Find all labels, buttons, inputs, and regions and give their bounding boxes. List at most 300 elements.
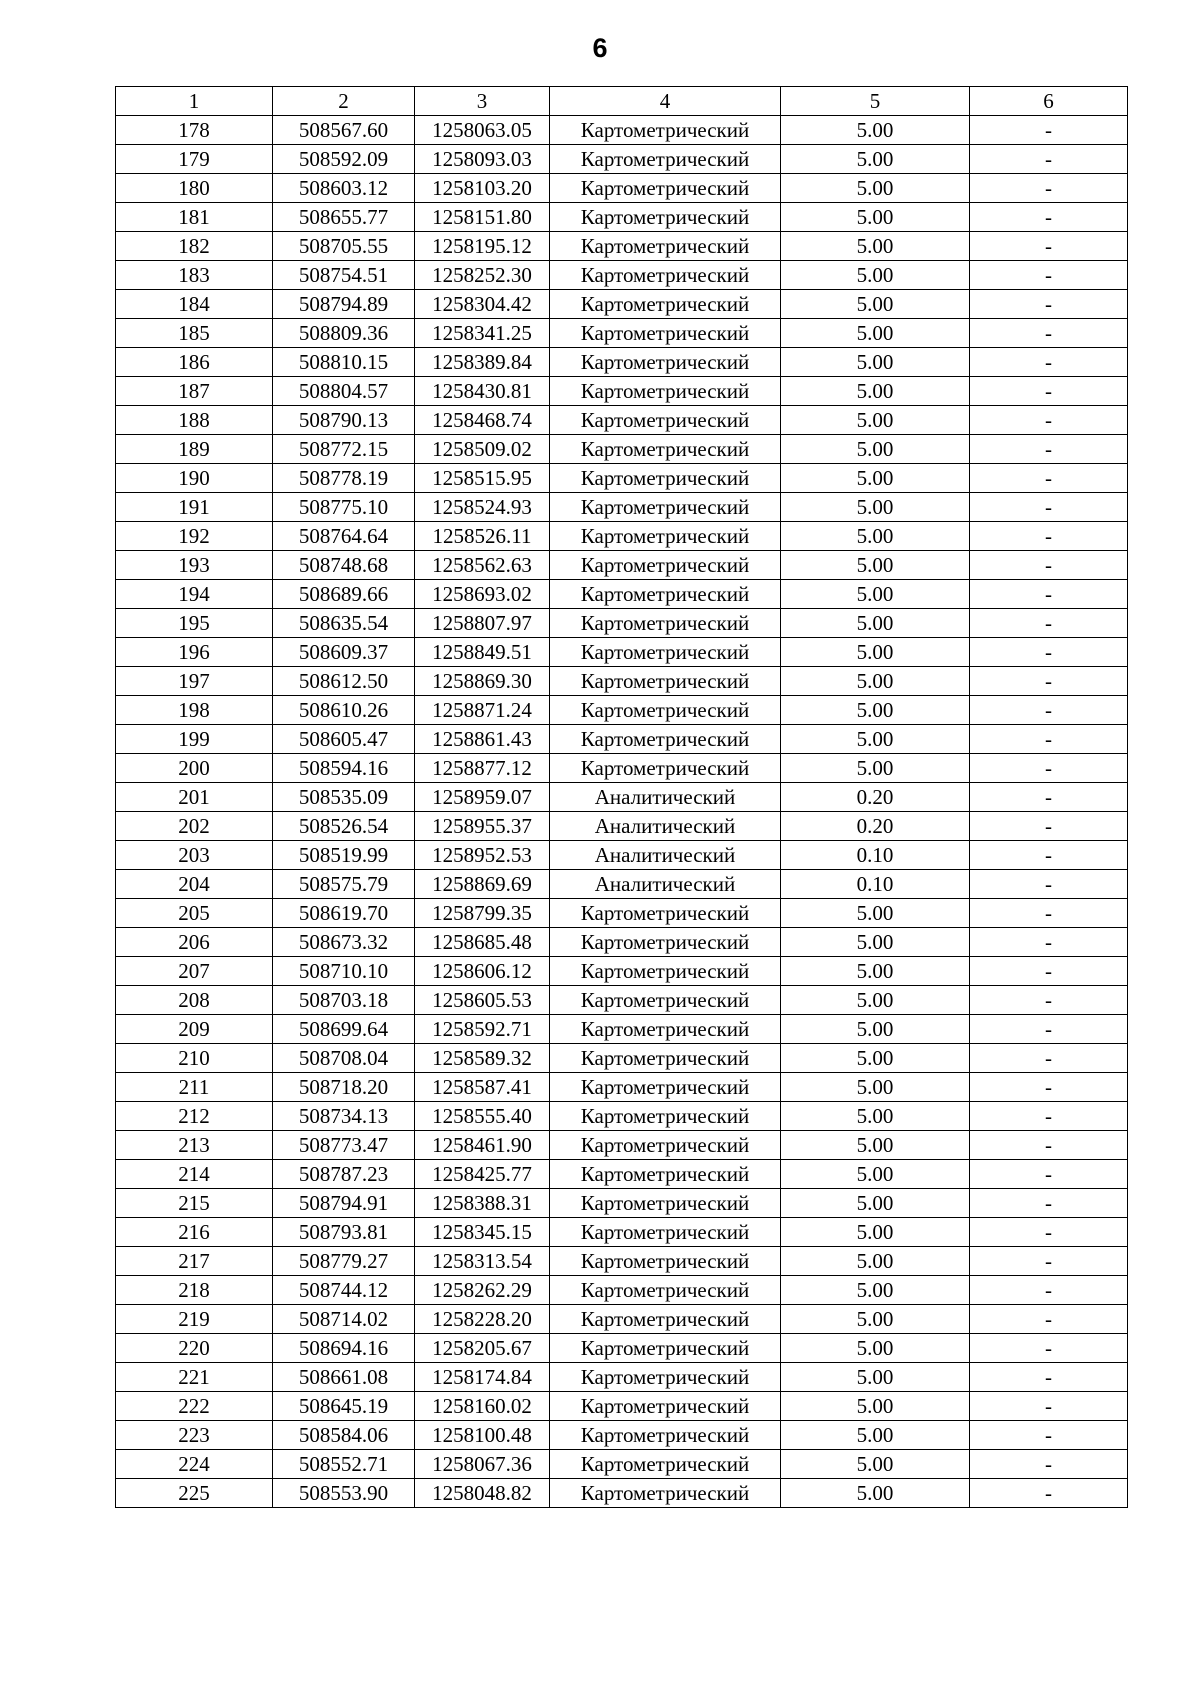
point-number-cell: 200 (116, 754, 273, 783)
point-number-cell: 209 (116, 1015, 273, 1044)
accuracy-cell: 5.00 (781, 1247, 970, 1276)
method-cell: Картометрический (550, 1160, 781, 1189)
table-row (116, 870, 1128, 899)
point-number-cell: 214 (116, 1160, 273, 1189)
accuracy-cell: 5.00 (781, 1044, 970, 1073)
table-row (116, 580, 1128, 609)
description-cell: - (970, 1479, 1128, 1508)
y-coordinate-cell: 1258877.12 (415, 754, 550, 783)
y-coordinate-cell: 1258589.32 (415, 1044, 550, 1073)
y-coordinate-cell: 1258341.25 (415, 319, 550, 348)
description-cell: - (970, 667, 1128, 696)
table-header (116, 87, 1128, 116)
coordinates-table (115, 86, 1128, 1508)
table-row (116, 1073, 1128, 1102)
description-cell: - (970, 1160, 1128, 1189)
table-row (116, 493, 1128, 522)
description-cell: - (970, 783, 1128, 812)
accuracy-cell: 5.00 (781, 667, 970, 696)
y-coordinate-cell: 1258151.80 (415, 203, 550, 232)
accuracy-cell: 5.00 (781, 174, 970, 203)
method-cell: Картометрический (550, 1247, 781, 1276)
description-cell: - (970, 1450, 1128, 1479)
description-cell: - (970, 1102, 1128, 1131)
accuracy-cell: 0.10 (781, 841, 970, 870)
point-number-cell: 203 (116, 841, 273, 870)
x-coordinate-cell: 508603.12 (273, 174, 415, 203)
y-coordinate-cell: 1258849.51 (415, 638, 550, 667)
accuracy-cell: 0.20 (781, 783, 970, 812)
x-coordinate-cell: 508794.89 (273, 290, 415, 319)
accuracy-cell: 5.00 (781, 435, 970, 464)
description-cell: - (970, 1189, 1128, 1218)
y-coordinate-cell: 1258587.41 (415, 1073, 550, 1102)
table-row (116, 1044, 1128, 1073)
description-cell: - (970, 522, 1128, 551)
table-row (116, 1363, 1128, 1392)
method-cell: Аналитический (550, 841, 781, 870)
y-coordinate-cell: 1258468.74 (415, 406, 550, 435)
description-cell: - (970, 928, 1128, 957)
table-row (116, 696, 1128, 725)
y-coordinate-cell: 1258509.02 (415, 435, 550, 464)
method-cell: Картометрический (550, 667, 781, 696)
point-number-cell: 178 (116, 116, 273, 145)
table-row (116, 928, 1128, 957)
table-row (116, 319, 1128, 348)
accuracy-cell: 5.00 (781, 116, 970, 145)
table-row (116, 1450, 1128, 1479)
point-number-cell: 215 (116, 1189, 273, 1218)
y-coordinate-cell: 1258952.53 (415, 841, 550, 870)
point-number-cell: 202 (116, 812, 273, 841)
accuracy-cell: 5.00 (781, 290, 970, 319)
y-coordinate-cell: 1258100.48 (415, 1421, 550, 1450)
x-coordinate-cell: 508575.79 (273, 870, 415, 899)
y-coordinate-cell: 1258869.69 (415, 870, 550, 899)
description-cell: - (970, 1363, 1128, 1392)
accuracy-cell: 5.00 (781, 493, 970, 522)
y-coordinate-cell: 1258592.71 (415, 1015, 550, 1044)
table-row (116, 957, 1128, 986)
y-coordinate-cell: 1258693.02 (415, 580, 550, 609)
point-number-cell: 191 (116, 493, 273, 522)
accuracy-cell: 0.10 (781, 870, 970, 899)
point-number-cell: 180 (116, 174, 273, 203)
table-row (116, 841, 1128, 870)
description-cell: - (970, 725, 1128, 754)
x-coordinate-cell: 508708.04 (273, 1044, 415, 1073)
y-coordinate-cell: 1258871.24 (415, 696, 550, 725)
accuracy-cell: 5.00 (781, 1276, 970, 1305)
x-coordinate-cell: 508809.36 (273, 319, 415, 348)
table-row (116, 1247, 1128, 1276)
header-cell-1: 1 (116, 87, 273, 116)
point-number-cell: 190 (116, 464, 273, 493)
method-cell: Картометрический (550, 1479, 781, 1508)
y-coordinate-cell: 1258063.05 (415, 116, 550, 145)
method-cell: Картометрический (550, 406, 781, 435)
accuracy-cell: 5.00 (781, 696, 970, 725)
page-number: 6 (592, 33, 608, 63)
point-number-cell: 184 (116, 290, 273, 319)
method-cell: Картометрический (550, 725, 781, 754)
point-number-cell: 182 (116, 232, 273, 261)
table-row (116, 1276, 1128, 1305)
x-coordinate-cell: 508775.10 (273, 493, 415, 522)
description-cell: - (970, 638, 1128, 667)
description-cell: - (970, 1218, 1128, 1247)
point-number-cell: 207 (116, 957, 273, 986)
description-cell: - (970, 841, 1128, 870)
accuracy-cell: 5.00 (781, 203, 970, 232)
description-cell: - (970, 261, 1128, 290)
table-row (116, 754, 1128, 783)
accuracy-cell: 5.00 (781, 1450, 970, 1479)
x-coordinate-cell: 508694.16 (273, 1334, 415, 1363)
description-cell: - (970, 348, 1128, 377)
description-cell: - (970, 493, 1128, 522)
y-coordinate-cell: 1258555.40 (415, 1102, 550, 1131)
x-coordinate-cell: 508605.47 (273, 725, 415, 754)
accuracy-cell: 5.00 (781, 1479, 970, 1508)
table-row (116, 1160, 1128, 1189)
description-cell: - (970, 870, 1128, 899)
header-cell-6: 6 (970, 87, 1128, 116)
accuracy-cell: 5.00 (781, 522, 970, 551)
accuracy-cell: 5.00 (781, 1102, 970, 1131)
header-cell-3: 3 (415, 87, 550, 116)
description-cell: - (970, 551, 1128, 580)
point-number-cell: 220 (116, 1334, 273, 1363)
table-row (116, 986, 1128, 1015)
accuracy-cell: 5.00 (781, 464, 970, 493)
y-coordinate-cell: 1258807.97 (415, 609, 550, 638)
accuracy-cell: 5.00 (781, 1189, 970, 1218)
accuracy-cell: 5.00 (781, 406, 970, 435)
method-cell: Аналитический (550, 870, 781, 899)
table-row (116, 290, 1128, 319)
header-cell-4: 4 (550, 87, 781, 116)
x-coordinate-cell: 508787.23 (273, 1160, 415, 1189)
description-cell: - (970, 1305, 1128, 1334)
table-row (116, 783, 1128, 812)
point-number-cell: 208 (116, 986, 273, 1015)
description-cell: - (970, 812, 1128, 841)
description-cell: - (970, 203, 1128, 232)
accuracy-cell: 5.00 (781, 348, 970, 377)
method-cell: Картометрический (550, 638, 781, 667)
table-row (116, 116, 1128, 145)
description-cell: - (970, 1334, 1128, 1363)
table-row (116, 638, 1128, 667)
point-number-cell: 185 (116, 319, 273, 348)
x-coordinate-cell: 508553.90 (273, 1479, 415, 1508)
table-row (116, 348, 1128, 377)
table-row (116, 435, 1128, 464)
method-cell: Картометрический (550, 1421, 781, 1450)
accuracy-cell: 5.00 (781, 1334, 970, 1363)
table-row (116, 232, 1128, 261)
method-cell: Картометрический (550, 1044, 781, 1073)
y-coordinate-cell: 1258685.48 (415, 928, 550, 957)
description-cell: - (970, 1131, 1128, 1160)
table-row (116, 899, 1128, 928)
method-cell: Картометрический (550, 290, 781, 319)
x-coordinate-cell: 508584.06 (273, 1421, 415, 1450)
table-row (116, 203, 1128, 232)
accuracy-cell: 5.00 (781, 377, 970, 406)
x-coordinate-cell: 508609.37 (273, 638, 415, 667)
method-cell: Картометрический (550, 377, 781, 406)
point-number-cell: 223 (116, 1421, 273, 1450)
y-coordinate-cell: 1258345.15 (415, 1218, 550, 1247)
table-body (116, 116, 1128, 1508)
point-number-cell: 193 (116, 551, 273, 580)
table-row (116, 609, 1128, 638)
x-coordinate-cell: 508794.91 (273, 1189, 415, 1218)
method-cell: Картометрический (550, 1363, 781, 1392)
method-cell: Аналитический (550, 812, 781, 841)
description-cell: - (970, 957, 1128, 986)
y-coordinate-cell: 1258799.35 (415, 899, 550, 928)
accuracy-cell: 5.00 (781, 1363, 970, 1392)
description-cell: - (970, 1044, 1128, 1073)
description-cell: - (970, 986, 1128, 1015)
description-cell: - (970, 754, 1128, 783)
accuracy-cell: 5.00 (781, 1015, 970, 1044)
accuracy-cell: 5.00 (781, 319, 970, 348)
accuracy-cell: 5.00 (781, 1392, 970, 1421)
method-cell: Картометрический (550, 754, 781, 783)
description-cell: - (970, 290, 1128, 319)
x-coordinate-cell: 508810.15 (273, 348, 415, 377)
method-cell: Картометрический (550, 232, 781, 261)
method-cell: Картометрический (550, 522, 781, 551)
method-cell: Картометрический (550, 609, 781, 638)
accuracy-cell: 0.20 (781, 812, 970, 841)
accuracy-cell: 5.00 (781, 1218, 970, 1247)
accuracy-cell: 5.00 (781, 957, 970, 986)
x-coordinate-cell: 508612.50 (273, 667, 415, 696)
point-number-cell: 198 (116, 696, 273, 725)
point-number-cell: 211 (116, 1073, 273, 1102)
method-cell: Картометрический (550, 1015, 781, 1044)
y-coordinate-cell: 1258861.43 (415, 725, 550, 754)
description-cell: - (970, 232, 1128, 261)
x-coordinate-cell: 508793.81 (273, 1218, 415, 1247)
accuracy-cell: 5.00 (781, 609, 970, 638)
method-cell: Картометрический (550, 551, 781, 580)
header-cell-5: 5 (781, 87, 970, 116)
point-number-cell: 221 (116, 1363, 273, 1392)
point-number-cell: 179 (116, 145, 273, 174)
y-coordinate-cell: 1258430.81 (415, 377, 550, 406)
method-cell: Картометрический (550, 696, 781, 725)
method-cell: Картометрический (550, 1189, 781, 1218)
point-number-cell: 201 (116, 783, 273, 812)
point-number-cell: 218 (116, 1276, 273, 1305)
method-cell: Картометрический (550, 348, 781, 377)
table-row (116, 377, 1128, 406)
y-coordinate-cell: 1258526.11 (415, 522, 550, 551)
point-number-cell: 196 (116, 638, 273, 667)
description-cell: - (970, 406, 1128, 435)
point-number-cell: 216 (116, 1218, 273, 1247)
point-number-cell: 225 (116, 1479, 273, 1508)
accuracy-cell: 5.00 (781, 986, 970, 1015)
accuracy-cell: 5.00 (781, 261, 970, 290)
table-row (116, 1131, 1128, 1160)
description-cell: - (970, 435, 1128, 464)
description-cell: - (970, 377, 1128, 406)
table-row (116, 812, 1128, 841)
point-number-cell: 204 (116, 870, 273, 899)
y-coordinate-cell: 1258388.31 (415, 1189, 550, 1218)
point-number-cell: 213 (116, 1131, 273, 1160)
table-row (116, 667, 1128, 696)
y-coordinate-cell: 1258195.12 (415, 232, 550, 261)
accuracy-cell: 5.00 (781, 754, 970, 783)
table-row (116, 1392, 1128, 1421)
table-row (116, 1334, 1128, 1363)
method-cell: Картометрический (550, 203, 781, 232)
y-coordinate-cell: 1258425.77 (415, 1160, 550, 1189)
method-cell: Картометрический (550, 464, 781, 493)
point-number-cell: 222 (116, 1392, 273, 1421)
point-number-cell: 219 (116, 1305, 273, 1334)
table-row (116, 1218, 1128, 1247)
point-number-cell: 189 (116, 435, 273, 464)
description-cell: - (970, 1421, 1128, 1450)
method-cell: Картометрический (550, 1073, 781, 1102)
point-number-cell: 224 (116, 1450, 273, 1479)
table-row (116, 406, 1128, 435)
x-coordinate-cell: 508645.19 (273, 1392, 415, 1421)
accuracy-cell: 5.00 (781, 1305, 970, 1334)
y-coordinate-cell: 1258048.82 (415, 1479, 550, 1508)
y-coordinate-cell: 1258067.36 (415, 1450, 550, 1479)
x-coordinate-cell: 508718.20 (273, 1073, 415, 1102)
x-coordinate-cell: 508594.16 (273, 754, 415, 783)
table-row (116, 1421, 1128, 1450)
method-cell: Картометрический (550, 116, 781, 145)
header-row (116, 87, 1128, 116)
point-number-cell: 194 (116, 580, 273, 609)
point-number-cell: 217 (116, 1247, 273, 1276)
x-coordinate-cell: 508754.51 (273, 261, 415, 290)
method-cell: Картометрический (550, 899, 781, 928)
accuracy-cell: 5.00 (781, 1131, 970, 1160)
table-row (116, 522, 1128, 551)
y-coordinate-cell: 1258515.95 (415, 464, 550, 493)
x-coordinate-cell: 508552.71 (273, 1450, 415, 1479)
point-number-cell: 187 (116, 377, 273, 406)
method-cell: Картометрический (550, 1305, 781, 1334)
y-coordinate-cell: 1258955.37 (415, 812, 550, 841)
x-coordinate-cell: 508619.70 (273, 899, 415, 928)
point-number-cell: 186 (116, 348, 273, 377)
method-cell: Картометрический (550, 493, 781, 522)
method-cell: Картометрический (550, 261, 781, 290)
table-row (116, 551, 1128, 580)
table-row (116, 145, 1128, 174)
point-number-cell: 206 (116, 928, 273, 957)
y-coordinate-cell: 1258205.67 (415, 1334, 550, 1363)
x-coordinate-cell: 508535.09 (273, 783, 415, 812)
point-number-cell: 212 (116, 1102, 273, 1131)
method-cell: Картометрический (550, 145, 781, 174)
y-coordinate-cell: 1258252.30 (415, 261, 550, 290)
y-coordinate-cell: 1258562.63 (415, 551, 550, 580)
description-cell: - (970, 116, 1128, 145)
y-coordinate-cell: 1258093.03 (415, 145, 550, 174)
description-cell: - (970, 609, 1128, 638)
point-number-cell: 181 (116, 203, 273, 232)
accuracy-cell: 5.00 (781, 145, 970, 174)
x-coordinate-cell: 508744.12 (273, 1276, 415, 1305)
point-number-cell: 195 (116, 609, 273, 638)
method-cell: Картометрический (550, 1131, 781, 1160)
x-coordinate-cell: 508734.13 (273, 1102, 415, 1131)
method-cell: Картометрический (550, 174, 781, 203)
description-cell: - (970, 319, 1128, 348)
x-coordinate-cell: 508773.47 (273, 1131, 415, 1160)
x-coordinate-cell: 508689.66 (273, 580, 415, 609)
x-coordinate-cell: 508661.08 (273, 1363, 415, 1392)
method-cell: Картометрический (550, 1102, 781, 1131)
description-cell: - (970, 174, 1128, 203)
method-cell: Аналитический (550, 783, 781, 812)
x-coordinate-cell: 508526.54 (273, 812, 415, 841)
y-coordinate-cell: 1258160.02 (415, 1392, 550, 1421)
y-coordinate-cell: 1258174.84 (415, 1363, 550, 1392)
x-coordinate-cell: 508635.54 (273, 609, 415, 638)
x-coordinate-cell: 508779.27 (273, 1247, 415, 1276)
table-row (116, 464, 1128, 493)
x-coordinate-cell: 508519.99 (273, 841, 415, 870)
x-coordinate-cell: 508714.02 (273, 1305, 415, 1334)
x-coordinate-cell: 508778.19 (273, 464, 415, 493)
x-coordinate-cell: 508673.32 (273, 928, 415, 957)
description-cell: - (970, 696, 1128, 725)
point-number-cell: 199 (116, 725, 273, 754)
point-number-cell: 197 (116, 667, 273, 696)
method-cell: Картометрический (550, 1334, 781, 1363)
accuracy-cell: 5.00 (781, 928, 970, 957)
table-row (116, 1102, 1128, 1131)
point-number-cell: 210 (116, 1044, 273, 1073)
y-coordinate-cell: 1258313.54 (415, 1247, 550, 1276)
x-coordinate-cell: 508804.57 (273, 377, 415, 406)
x-coordinate-cell: 508703.18 (273, 986, 415, 1015)
x-coordinate-cell: 508655.77 (273, 203, 415, 232)
y-coordinate-cell: 1258389.84 (415, 348, 550, 377)
table-row (116, 1479, 1128, 1508)
point-number-cell: 183 (116, 261, 273, 290)
y-coordinate-cell: 1258228.20 (415, 1305, 550, 1334)
table-row (116, 1015, 1128, 1044)
method-cell: Картометрический (550, 1276, 781, 1305)
description-cell: - (970, 1073, 1128, 1102)
method-cell: Картометрический (550, 580, 781, 609)
x-coordinate-cell: 508705.55 (273, 232, 415, 261)
x-coordinate-cell: 508790.13 (273, 406, 415, 435)
y-coordinate-cell: 1258461.90 (415, 1131, 550, 1160)
point-number-cell: 205 (116, 899, 273, 928)
accuracy-cell: 5.00 (781, 899, 970, 928)
y-coordinate-cell: 1258869.30 (415, 667, 550, 696)
